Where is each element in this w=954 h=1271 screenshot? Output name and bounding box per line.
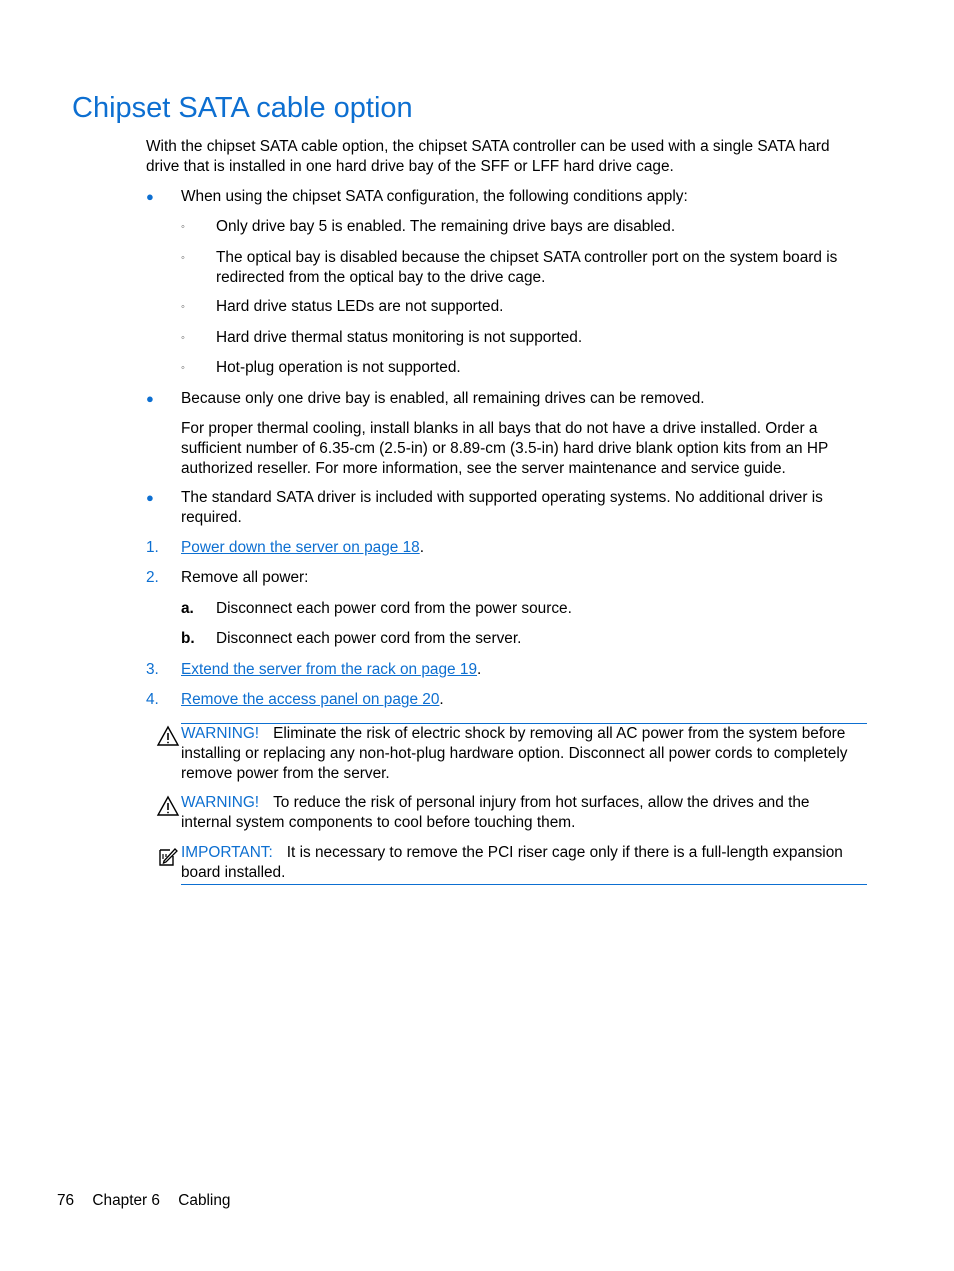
substep-item: [146, 629, 868, 649]
important-text: It is necessary to remove the PCI riser cage only if there is a full-length expansion board installed.: [181, 844, 843, 881]
extend-server-link[interactable]: Extend the server from the rack on page 19: [181, 661, 478, 678]
substep-letter: a.: [181, 600, 194, 617]
list-item: [146, 297, 868, 317]
bullet-text: When using the chipset SATA configuration, the following conditions apply:: [181, 188, 688, 205]
bullet-text: Because only one drive bay is enabled, all remaining drives can be removed.: [181, 390, 705, 407]
important-note-icon: [156, 845, 180, 867]
note-bottom-rule: [181, 884, 867, 885]
step-number: 3.: [146, 661, 159, 678]
step-text: Remove all power:: [181, 569, 309, 586]
sub-bullet-icon: ◦: [181, 362, 185, 374]
page-title: Chipset SATA cable option: [72, 92, 413, 124]
sub-bullet-icon: ◦: [181, 252, 185, 264]
step-item: [146, 660, 868, 680]
list-item: [146, 389, 868, 409]
warning-triangle-icon: [156, 795, 180, 817]
intro-paragraph: With the chipset SATA cable option, the chipset SATA controller can be used with a single SATA hard drive that is installed in one hard drive bay of the SFF or LFF hard drive cage.: [146, 138, 830, 175]
sub-bullet-icon: ◦: [181, 301, 185, 313]
sub-bullet-text: Hot-plug operation is not supported.: [216, 359, 461, 376]
list-item: [146, 358, 868, 378]
list-item: [146, 248, 868, 286]
step-item: [146, 538, 868, 558]
bullet-icon: ●: [146, 391, 154, 406]
footer-section: Cabling: [178, 1192, 231, 1209]
bullet-paragraph: For proper thermal cooling, install blanks in all bays that do not have a drive installed. Order a sufficient number of 6.35-cm (2.5-in) or 8.89-cm (3.5-in) hard drive blank option kits from an HP authorized reseller. For more information, see the server maintenance and service guide.: [181, 420, 828, 477]
sub-bullet-text: Only drive bay 5 is enabled. The remaining drive bays are disabled.: [216, 218, 676, 235]
sub-bullet-text: The optical bay is disabled because the chipset SATA controller port on the system board is redirected from the optical bay to the drive cage.: [216, 249, 838, 286]
step-suffix: .: [477, 661, 482, 678]
substep-letter: b.: [181, 630, 195, 647]
sub-bullet-text: Hard drive status LEDs are not supported.: [216, 298, 504, 315]
sub-bullet-text: Hard drive thermal status monitoring is not supported.: [216, 329, 583, 346]
step-number: 1.: [146, 539, 159, 556]
step-suffix: .: [439, 691, 444, 708]
list-item: [146, 187, 868, 207]
sub-bullet-icon: ◦: [181, 332, 185, 344]
substep-text: Disconnect each power cord from the server.: [216, 630, 522, 647]
step-suffix: .: [419, 539, 424, 556]
page-footer: [57, 1191, 244, 1211]
warning-note: [181, 793, 861, 833]
bullet-icon: ●: [146, 490, 154, 505]
warning-label: WARNING!: [181, 725, 260, 742]
list-item: [146, 217, 868, 237]
step-number: 2.: [146, 569, 159, 586]
warning-triangle-icon: [156, 725, 180, 747]
warning-text: To reduce the risk of personal injury from hot surfaces, allow the drives and the internal system components to cool before touching them.: [181, 794, 810, 831]
sub-bullet-icon: ◦: [181, 221, 185, 233]
remove-access-panel-link[interactable]: Remove the access panel on page 20: [181, 691, 440, 708]
important-note: [181, 843, 861, 883]
step-item: [146, 568, 868, 588]
footer-chapter: Chapter 6: [92, 1192, 160, 1209]
warning-text: Eliminate the risk of electric shock by removing all AC power from the system before installing or replacing any non-hot-plug hardware option. Disconnect all power cords to completely remove power from the server.: [181, 725, 848, 782]
substep-text: Disconnect each power cord from the power source.: [216, 600, 572, 617]
power-down-link[interactable]: Power down the server on page 18: [181, 539, 420, 556]
page-number: 76: [57, 1192, 75, 1209]
list-item: [146, 328, 868, 348]
important-label: IMPORTANT:: [181, 844, 273, 861]
step-number: 4.: [146, 691, 159, 708]
warning-note: [181, 724, 861, 784]
bullet-icon: ●: [146, 189, 154, 204]
substep-item: [146, 599, 868, 619]
bullet-text: The standard SATA driver is included with supported operating systems. No additional driver is required.: [181, 489, 823, 526]
warning-label: WARNING!: [181, 794, 260, 811]
list-item: [146, 488, 868, 526]
step-item: [146, 690, 868, 710]
